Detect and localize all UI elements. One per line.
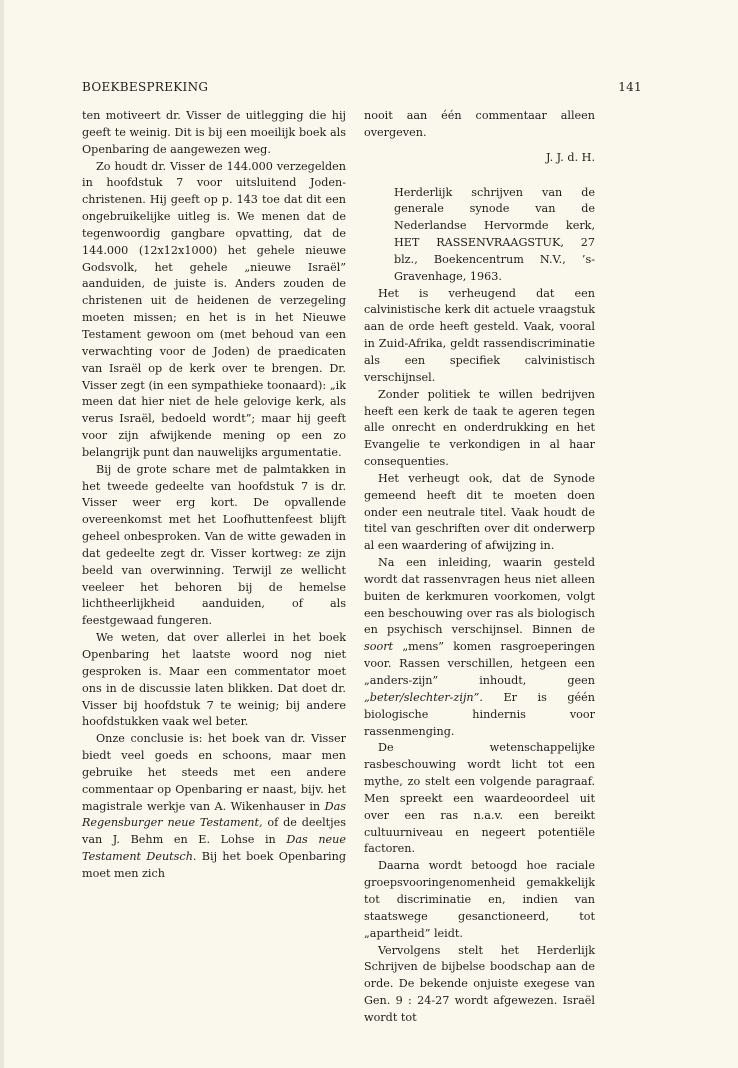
paragraph: ten motiveert dr. Visser de uitlegging die hij geeft te weinig. Dit is bij een moeilijk boek als Openbaring de aangewezen weg.	[82, 109, 346, 156]
review-signature: J. J. d. H.	[545, 150, 595, 164]
paragraph: Zonder politiek te willen bedrijven heeft een kerk de taak te ageren tegen alle onrecht en onderdrukking en het Evangelie te verkondigen in al haar consequenties.	[364, 387, 595, 469]
paragraph: Het is verheugend dat een calvinistische kerk dit actuele vraagstuk aan de orde heeft gesteld. Vaak, vooral in Zuid-Afrika, geldt rassendiscriminatie als een specifiek calvinistisch verschijnsel.	[364, 286, 595, 384]
text-run: Na een inleiding, waarin gesteld wordt dat rassenvragen heus niet alleen buiten de kerkmuren voorkomen, volgt een beschouwing over ras als biologisch en psychisch verschijnsel. Binnen de	[364, 556, 595, 637]
running-head: BOEKBESPREKING	[82, 80, 209, 94]
text-run: Onze conclusie is: het boek van dr. Visser biedt veel goeds en schoons, maar men gebruike het steeds met een andere commentaar op Openbaring er naast, bijv. het magistrale werkje van A. Wikenhauser in	[82, 732, 346, 813]
left-column	[82, 108, 346, 883]
paragraph	[364, 555, 595, 740]
right-column	[364, 108, 595, 1027]
paragraph: nooit aan één commentaar alleen overgeven.	[364, 109, 595, 139]
book-title: Das neue Testament Deutsch.	[82, 833, 347, 864]
paragraph: Het verheugt ook, dat de Synode gemeend heeft dit te moeten doen onder een neutrale titel. Vaak houdt de titel van geschriften over dit onderwerp al een waardering of afwijzing in.	[364, 471, 595, 553]
paragraph: Bij de grote schare met de palmtakken in het tweede gedeelte van hoofdstuk 7 is dr. Visser weer erg kort. De opvallende overeenkomst met het Loofhuttenfeest blijft geheel onbesproken. Van de witte gewaden in dat gedeelte zegt dr. Visser kortweg: ze zijn beeld van overwinning. Terwijl ze wellicht veeleer het behoren bij de hemelse lichtheerlijkheid aanduiden, of als feestgewaad fungeren.	[82, 462, 346, 628]
paragraph: Zo houdt dr. Visser de 144.000 verzegelden in hoofdstuk 7 voor uitsluitend Joden-christenen. Hij geeft op p. 143 toe dat dit een ongebruikelijke uitleg is. We menen dat de tegenwoordig gangbare opvatting, dat de 144.000 (12x12x1000) het gehele nieuwe Godsvolk, het gehele „nieuwe Israël” aanduiden, de juiste is. Anders zouden de christenen uit de heidenen de verzegeling moeten missen; en het is in het Nieuwe Testament gewoon om (met behoud van een verwachting voor de Joden) de praedicaten van Israël op de kerk over te brengen. Dr. Visser zegt (in een sympathieke toonaard): „ik meen dat hier niet de hele gelovige kerk, als verus Israël, bedoeld wordt”; maar hij geeft voor zijn afwijkende mening op een zo belangrijk punt dan nauwelijks argumentatie.	[82, 159, 346, 459]
page-header	[82, 80, 642, 98]
text-run: „mens” komen rasgroeperingen voor. Rassen verschillen, hetgeen een „anders-zijn” inhoudt, geen	[364, 640, 595, 687]
text-run: of de deeltjes van J. Behm en E. Lohse in	[82, 816, 346, 847]
text-run: Bij het boek Openbaring moet men zich	[82, 850, 346, 880]
paragraph: We weten, dat over allerlei in het boek Openbaring het laatste woord nog niet gesproken is. Maar een commentator moet ons in de discussie laten blikken. Dat doet dr. Visser bij hoofdstuk 7 te weinig; bij andere hoofdstukken vaak wel beter.	[82, 631, 346, 729]
page-number: 141	[618, 80, 642, 94]
paragraph: Vervolgens stelt het Herderlijk Schrijven de bijbelse boodschap aan de orde. De bekende onjuiste exegese van Gen. 9 : 24-27 wordt afgewezen. Israël wordt tot	[364, 943, 595, 1024]
paragraph: Daarna wordt betoogd hoe raciale groepsvooringenomenheid gemakkelijk tot discriminatie en, indien van staatswege gesanctioneerd, tot „apartheid” leidt.	[364, 859, 595, 940]
emphasis: „beter/slechter-zijn”.	[364, 690, 483, 704]
paragraph: De wetenschappelijke rasbeschouwing wordt licht tot een mythe, zo stelt een volgende paragraaf. Men spreekt een waardeoordeel uit over een ras n.a.v. een bereikt cultuurniveau en negeert potentiële factoren.	[364, 741, 595, 856]
scan-edge	[0, 0, 4, 1068]
book-citation: Herderlijk schrijven van de generale synode van de Nederlandse Hervormde kerk, HET RASSENVRAAGSTUK, 27 blz., Boekencentrum N.V., ’s-Gravenhage, 1963.	[394, 185, 595, 283]
paragraph-conclusion	[82, 731, 346, 883]
book-title: Das Regensburger neue Testament,	[82, 799, 346, 830]
emphasis: soort	[364, 640, 394, 654]
text-run: Er is géén biologische hindernis voor rassenmenging.	[364, 690, 595, 738]
